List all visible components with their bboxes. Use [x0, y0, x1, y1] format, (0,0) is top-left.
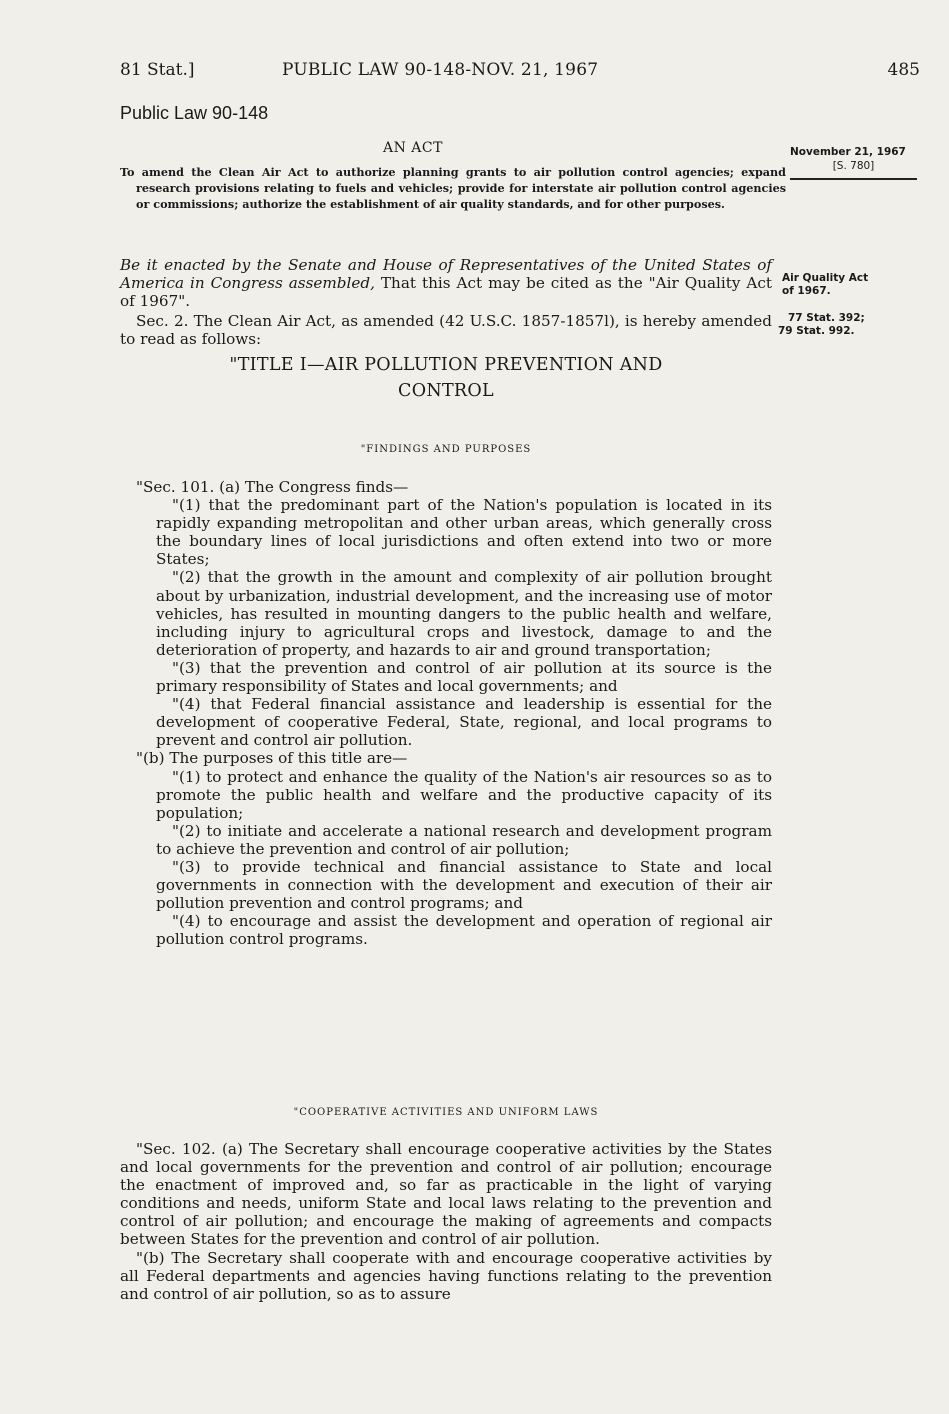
sec101-intro: "Sec. 101. (a) The Congress finds—: [136, 478, 409, 496]
public-law-title: Public Law 90-148: [120, 103, 269, 123]
margin-note-short-title: [782, 272, 868, 298]
title-heading: [120, 352, 772, 404]
act-purpose: To amend the Clean Air Act to authorize planning grants to air pollution control agencies; expand research provisions relating to fuels and vehicles; provide for interstate air pollution control agencies or commissions; authorize the establishment of air quality standards, and for other purposes.: [120, 165, 786, 211]
bill-number: [S. 780]: [832, 160, 875, 172]
date-rule: [790, 178, 917, 180]
sec102-b: "(b) The Secretary shall cooperate with and encourage cooperative activities by all Federal departments and agencies having functions relating to the prevention and control of air pollution, so as to assure: [120, 1248, 772, 1303]
enacting-clause: [120, 256, 772, 310]
purpose-item: "(1) to protect and enhance the quality of the Nation's air resources so as to promote the public health and welfare and the productive capacity of its population;: [156, 767, 772, 822]
volume-citation: 81 Stat.]: [120, 60, 195, 80]
purposes-intro: "(b) The purposes of this title are—: [136, 749, 408, 768]
finding-item: "(4) that Federal financial assistance and leadership is essential for the development of cooperative Federal, State, regional, and local programs to prevent and control air pollution.: [156, 695, 772, 750]
margin-note-statutes: [778, 312, 865, 338]
purpose-item: "(2) to initiate and accelerate a national research and development program to achieve the prevention and control of air pollution;: [156, 821, 772, 858]
running-title: PUBLIC LAW 90-148-NOV. 21, 1967: [282, 60, 599, 80]
an-act-label: AN ACT: [383, 140, 443, 156]
finding-item: "(2) that the growth in the amount and complexity of air pollution brought about by urbanization, industrial development, and the increasing use of motor vehicles, has resulted in mounting dangers to the public health and welfare, including injury to agricultural crops and livestock, damage to and the deterioration of property, and hazards to air and ground transportation;: [156, 568, 772, 659]
section-2: Sec. 2. The Clean Air Act, as amended (42 U.S.C. 1857-1857l), is hereby amended to read as follows:: [120, 312, 772, 348]
finding-item: "(1) that the predominant part of the Nation's population is located in its rapidly expanding metropolitan and other urban areas, which generally cross the boundary lines of local jurisdictions and often extend into two or more States;: [156, 496, 772, 569]
section-102: [120, 1140, 772, 1303]
cooperative-activities-heading: "COOPERATIVE ACTIVITIES AND UNIFORM LAWS: [293, 1107, 599, 1118]
title-heading-line: "TITLE I—AIR POLLUTION PREVENTION AND: [229, 355, 663, 375]
enacting-italic: Be it enacted by the Senate and House of Representatives of the United States of America in Congress assembled,: [120, 256, 772, 292]
margin-note-line: 77 Stat. 392;: [788, 312, 865, 324]
findings-heading: "FINDINGS AND PURPOSES: [360, 444, 532, 455]
page-number: 485: [887, 60, 920, 80]
purpose-item: "(4) to encourage and assist the development and operation of regional air pollution control programs.: [156, 912, 772, 949]
enacting-rest: That this Act may be cited as the "Air Quality Act of 1967".: [120, 274, 772, 310]
section-101: [120, 478, 772, 948]
margin-note-line: Air Quality Act: [782, 272, 869, 284]
enactment-date-note: [790, 146, 917, 180]
title-heading-line: CONTROL: [398, 381, 494, 401]
purpose-item: "(3) to provide technical and financial assistance to State and local governments in connection with the development and execution of their air pollution prevention and control programs; and: [156, 857, 772, 913]
margin-note-line: 79 Stat. 992.: [778, 325, 855, 337]
enactment-date: November 21, 1967: [790, 146, 906, 158]
finding-item: "(3) that the prevention and control of air pollution at its source is the primary responsibility of States and local governments; and: [156, 658, 772, 696]
running-header: [120, 60, 920, 84]
sec102-a: "Sec. 102. (a) The Secretary shall encourage cooperative activities by the States and local governments for the prevention and control of air pollution; encourage the enactment of improved and, so far as practicable in the light of varying conditions and needs, uniform State and local laws relating to the prevention and control of air pollution; and encourage the making of agreements and compacts between States for the prevention and control of air pollution.: [120, 1140, 772, 1249]
margin-note-line: of 1967.: [782, 285, 831, 297]
